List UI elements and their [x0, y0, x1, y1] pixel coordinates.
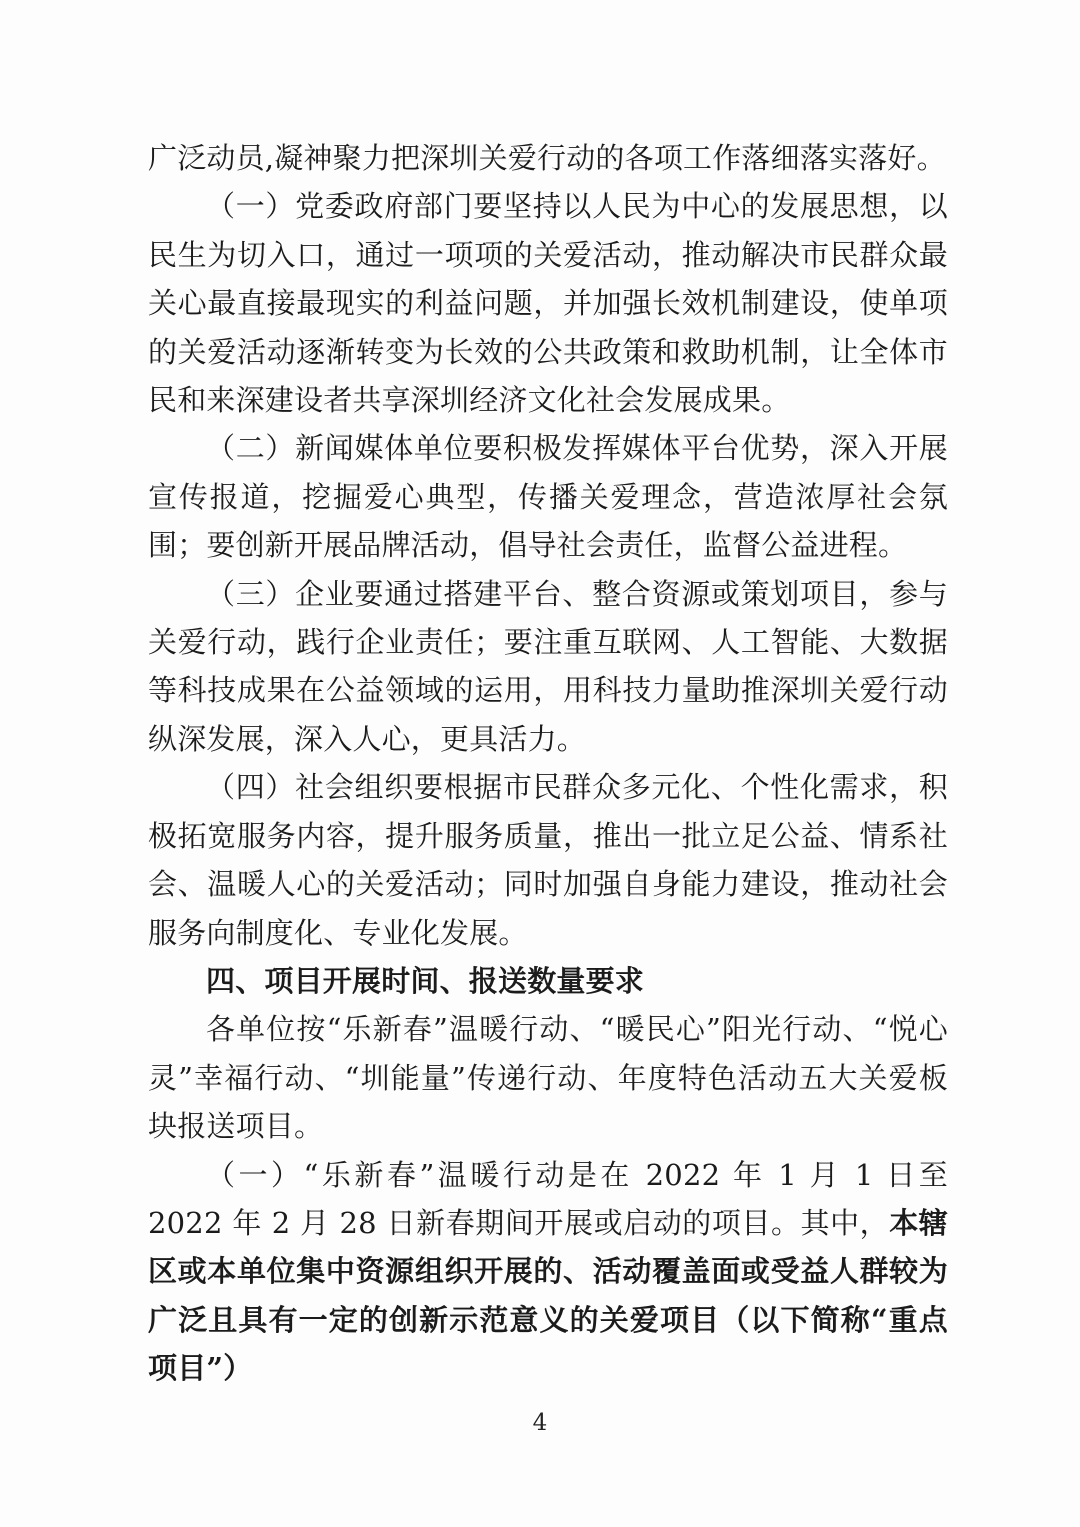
paragraph-units: 各单位按“乐新春”温暖行动、“暖民心”阳光行动、“悦心灵”幸福行动、“圳能量”传递行动、年度特色活动五大关爱板块报送项目。	[148, 1012, 948, 1144]
document-body	[148, 134, 948, 1393]
page-number: 4	[532, 1410, 548, 1436]
paragraph-item-two: （二）新闻媒体单位要积极发挥媒体平台优势，深入开展宣传报道，挖掘爱心典型，传播关爱理念，营造浓厚社会氛围；要创新开展品牌活动，倡导社会责任，监督公益进程。	[148, 431, 948, 563]
paragraph-lexinchun-bold: 本辖区或本单位集中资源组织开展的、活动覆盖面或受益人群较为广泛且具有一定的创新示范意义的关爱项目（以下简称“重点项目”）	[148, 1205, 949, 1386]
section-heading: 四、项目开展时间、报送数量要求	[206, 963, 645, 998]
paragraph-item-four: （四）社会组织要根据市民群众多元化、个性化需求，积极拓宽服务内容，提升服务质量，推出一批立足公益、情系社会、温暖人心的关爱活动；同时加强自身能力建设，推动社会服务向制度化、专业化发展。	[148, 770, 948, 950]
paragraph-continuation: 广泛动员,凝神聚力把深圳关爱行动的各项工作落细落实落好。	[148, 141, 946, 175]
paragraph-item-one: （一）党委政府部门要坚持以人民为中心的发展思想，以民生为切入口，通过一项项的关爱活动，推动解决市民群众最关心最直接最现实的利益问题，并加强长效机制建设，使单项的关爱活动逐渐转变为长效的公共政策和救助机制，让全体市民和来深建设者共享深圳经济文化社会发展成果。	[148, 189, 948, 418]
paragraph-item-three: （三）企业要通过搭建平台、整合资源或策划项目，参与关爱行动，践行企业责任；要注重互联网、人工智能、大数据等科技成果在公益领域的运用，用科技力量助推深圳关爱行动纵深发展，深入人心，更具活力。	[148, 576, 948, 756]
paragraph-lexinchun	[148, 1151, 948, 1393]
paragraph-lexinchun-normal: （一）“乐新春”温暖行动是在 2022 年 1 月 1 日至 2022 年 2 月 28 日新春期间开展或启动的项目。其中，	[148, 1157, 948, 1240]
